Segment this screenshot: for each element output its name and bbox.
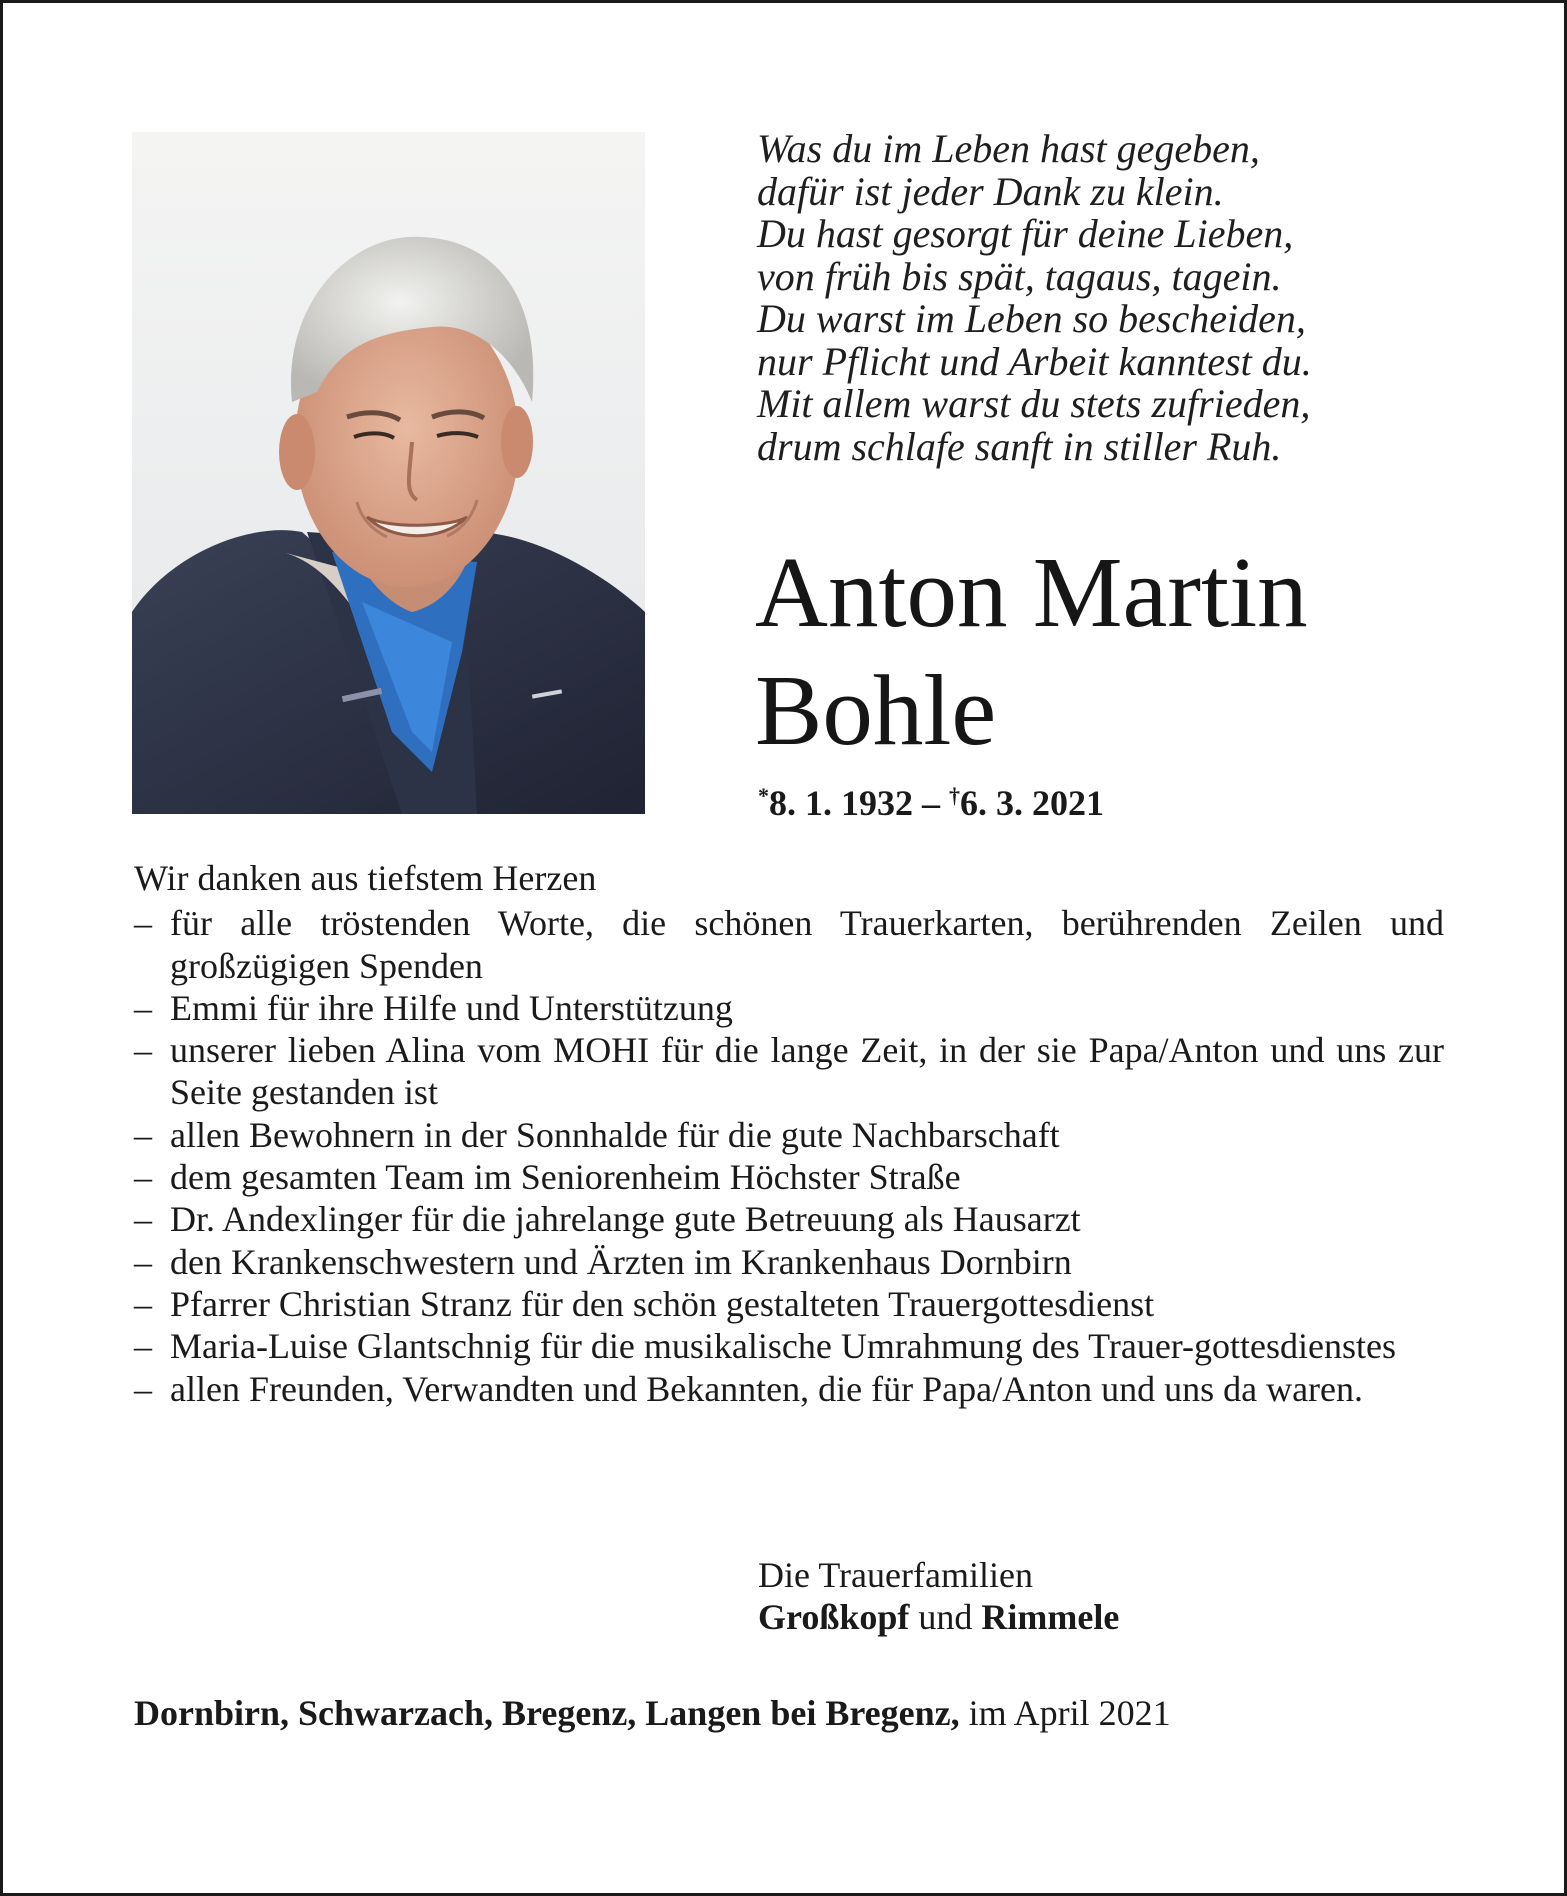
list-item — [134, 1156, 1444, 1198]
poem-line: Du hast gesorgt für deine Lieben, — [757, 211, 1294, 256]
list-item-text: Emmi für ihre Hilfe und Unterstützung — [170, 987, 733, 1028]
list-item — [134, 1198, 1444, 1240]
signature-families — [758, 1596, 1119, 1638]
list-dash: – — [134, 1326, 152, 1367]
poem-line: nur Pflicht und Arbeit kanntest du. — [757, 338, 1312, 384]
signature — [758, 1554, 1119, 1638]
portrait-photo — [132, 132, 645, 814]
deceased-name-line2: Bohle — [755, 654, 997, 766]
list-dash: – — [134, 1157, 152, 1198]
list-item-text: für alle tröstenden Worte, die schönen Trauerkarten, berührenden Zeilen und großzügigen Spenden — [170, 903, 1444, 986]
date-text: im April 2021 — [959, 1693, 1171, 1733]
list-item — [134, 902, 1444, 987]
list-item — [134, 1114, 1444, 1156]
thanks-list — [134, 902, 1444, 1410]
poem-line: von früh bis spät, tagaus, tagein. — [757, 253, 1282, 299]
list-item-text: den Krankenschwestern und Ärzten im Krankenhaus Dornbirn — [170, 1241, 1072, 1282]
deceased-name — [755, 533, 1535, 769]
family-name-2: Rimmele — [981, 1597, 1120, 1637]
list-dash: – — [134, 903, 152, 944]
poem-line: dafür ist jeder Dank zu klein. — [757, 168, 1224, 214]
deceased-name-line1: Anton Martin — [755, 536, 1308, 648]
places: Dornbirn, Schwarzach, Bregenz, Langen bei Bregenz, — [134, 1693, 960, 1733]
ear-right — [501, 406, 533, 478]
list-item-text: Pfarrer Christian Stranz für den schön gestalteten Trauergottesdienst — [170, 1283, 1155, 1324]
list-dash: – — [134, 1114, 152, 1155]
poem-line: Du warst im Leben so bescheiden, — [757, 296, 1306, 341]
list-dash: – — [134, 1368, 152, 1409]
death-date: 6. 3. 2021 — [960, 783, 1104, 823]
poem-line: drum schlafe sanft in stiller Ruh. — [757, 423, 1282, 469]
list-item — [134, 987, 1444, 1029]
signature-line1: Die Trauerfamilien — [758, 1555, 1033, 1595]
poem-line: Mit allem warst du stets zufrieden, — [757, 381, 1311, 426]
family-connector: und — [909, 1597, 982, 1637]
place-date — [134, 1691, 1171, 1735]
list-item-text: allen Freunden, Verwandten und Bekannten, die für Papa/Anton und uns da waren. — [170, 1368, 1364, 1409]
poem-line: Was du im Leben hast gegeben, — [757, 126, 1260, 171]
list-item — [134, 1368, 1444, 1410]
list-item — [134, 1283, 1444, 1325]
birth-symbol: * — [758, 783, 769, 808]
thanks-section — [134, 857, 1444, 1410]
portrait-illustration — [132, 132, 645, 814]
list-item-text: allen Bewohnern in der Sonnhalde für die gute Nachbarschaft — [170, 1114, 1060, 1155]
list-item — [134, 1029, 1444, 1114]
list-item — [134, 1241, 1444, 1283]
death-symbol: † — [949, 783, 960, 808]
list-dash: – — [134, 987, 152, 1028]
list-item-text: Maria-Luise Glantschnig für die musikalische Umrahmung des Trauer-gottesdienstes — [170, 1326, 1397, 1367]
poem — [757, 128, 1517, 468]
list-item — [134, 1325, 1444, 1367]
list-item-text: Dr. Andexlinger für die jahrelange gute Betreuung als Hausarzt — [170, 1199, 1081, 1240]
list-dash: – — [134, 1199, 152, 1240]
list-dash: – — [134, 1030, 152, 1071]
list-item-text: dem gesamten Team im Seniorenheim Höchster Straße — [170, 1157, 961, 1198]
ear-left — [279, 414, 315, 490]
life-dates — [758, 774, 1104, 825]
list-dash: – — [134, 1241, 152, 1282]
birth-date: 8. 1. 1932 — [769, 783, 913, 823]
date-separator: – — [913, 783, 949, 823]
list-item-text: unserer lieben Alina vom MOHI für die lange Zeit, in der sie Papa/Anton und uns zur Seite gestanden ist — [170, 1030, 1444, 1113]
thanks-intro: Wir danken aus tiefstem Herzen — [134, 858, 597, 898]
list-dash: – — [134, 1283, 152, 1324]
family-name-1: Großkopf — [758, 1597, 910, 1637]
